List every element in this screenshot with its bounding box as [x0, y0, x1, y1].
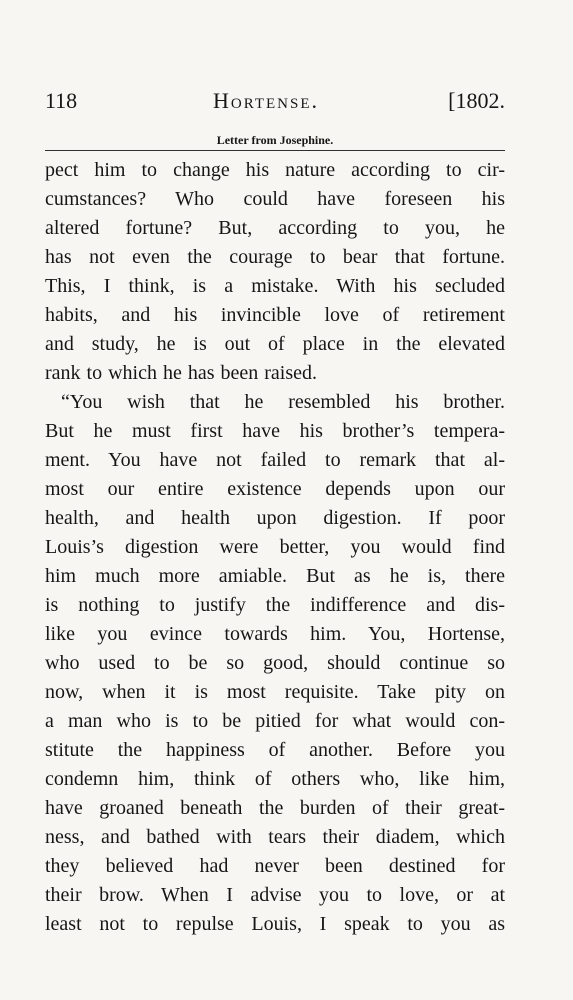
text-line: pect him to change his nature according to cir-	[45, 159, 505, 181]
body-text	[45, 156, 505, 939]
text-line: rank to which he has been raised.	[45, 362, 318, 384]
text-line: But he must first have his brother’s tempera-	[45, 420, 505, 442]
section-subheading: Letter from Josephine.	[216, 133, 334, 147]
text-line: cumstances? Who could have foreseen his	[45, 188, 505, 210]
page-number: 118	[45, 88, 78, 113]
text-line: like you evince towards him. You, Hortense,	[45, 623, 505, 645]
text-line: who used to be so good, should continue so	[45, 652, 505, 674]
text-line: least not to repulse Louis, I speak to you as	[45, 913, 505, 935]
text-line: is nothing to justify the indifference and dis-	[45, 594, 505, 616]
text-line: ment. You have not failed to remark that al-	[45, 449, 505, 471]
text-line: their brow. When I advise you to love, or at	[45, 884, 505, 906]
text-line: ness, and bathed with tears their diadem, which	[45, 826, 505, 848]
page-header	[45, 88, 505, 118]
text-line: “You wish that he resembled his brother.	[61, 391, 505, 413]
text-line: This, I think, is a mistake. With his secluded	[45, 275, 505, 297]
text-line: a man who is to be pitied for what would con-	[45, 710, 505, 732]
text-line: most our entire existence depends upon our	[45, 478, 505, 500]
text-line: stitute the happiness of another. Before you	[45, 739, 505, 761]
text-line: altered fortune? But, according to you, he	[45, 217, 505, 239]
text-line: have groaned beneath the burden of their great-	[45, 797, 505, 819]
text-line: now, when it is most requisite. Take pity on	[45, 681, 505, 703]
text-line: Louis’s digestion were better, you would find	[45, 536, 505, 558]
text-line: condemn him, think of others who, like him,	[45, 768, 505, 790]
text-line: health, and health upon digestion. If poor	[45, 507, 505, 529]
text-line: has not even the courage to bear that fortune.	[45, 246, 505, 268]
year-marker: [1802.	[448, 88, 505, 113]
text-line: habits, and his invincible love of retirement	[45, 304, 505, 326]
text-line: and study, he is out of place in the elevated	[45, 333, 505, 355]
header-rule	[45, 150, 505, 151]
text-line: they believed had never been destined for	[45, 855, 505, 877]
running-title	[213, 88, 319, 114]
running-title-text: Hortense.	[213, 88, 319, 113]
text-line: him much more amiable. But as he is, there	[45, 565, 505, 587]
